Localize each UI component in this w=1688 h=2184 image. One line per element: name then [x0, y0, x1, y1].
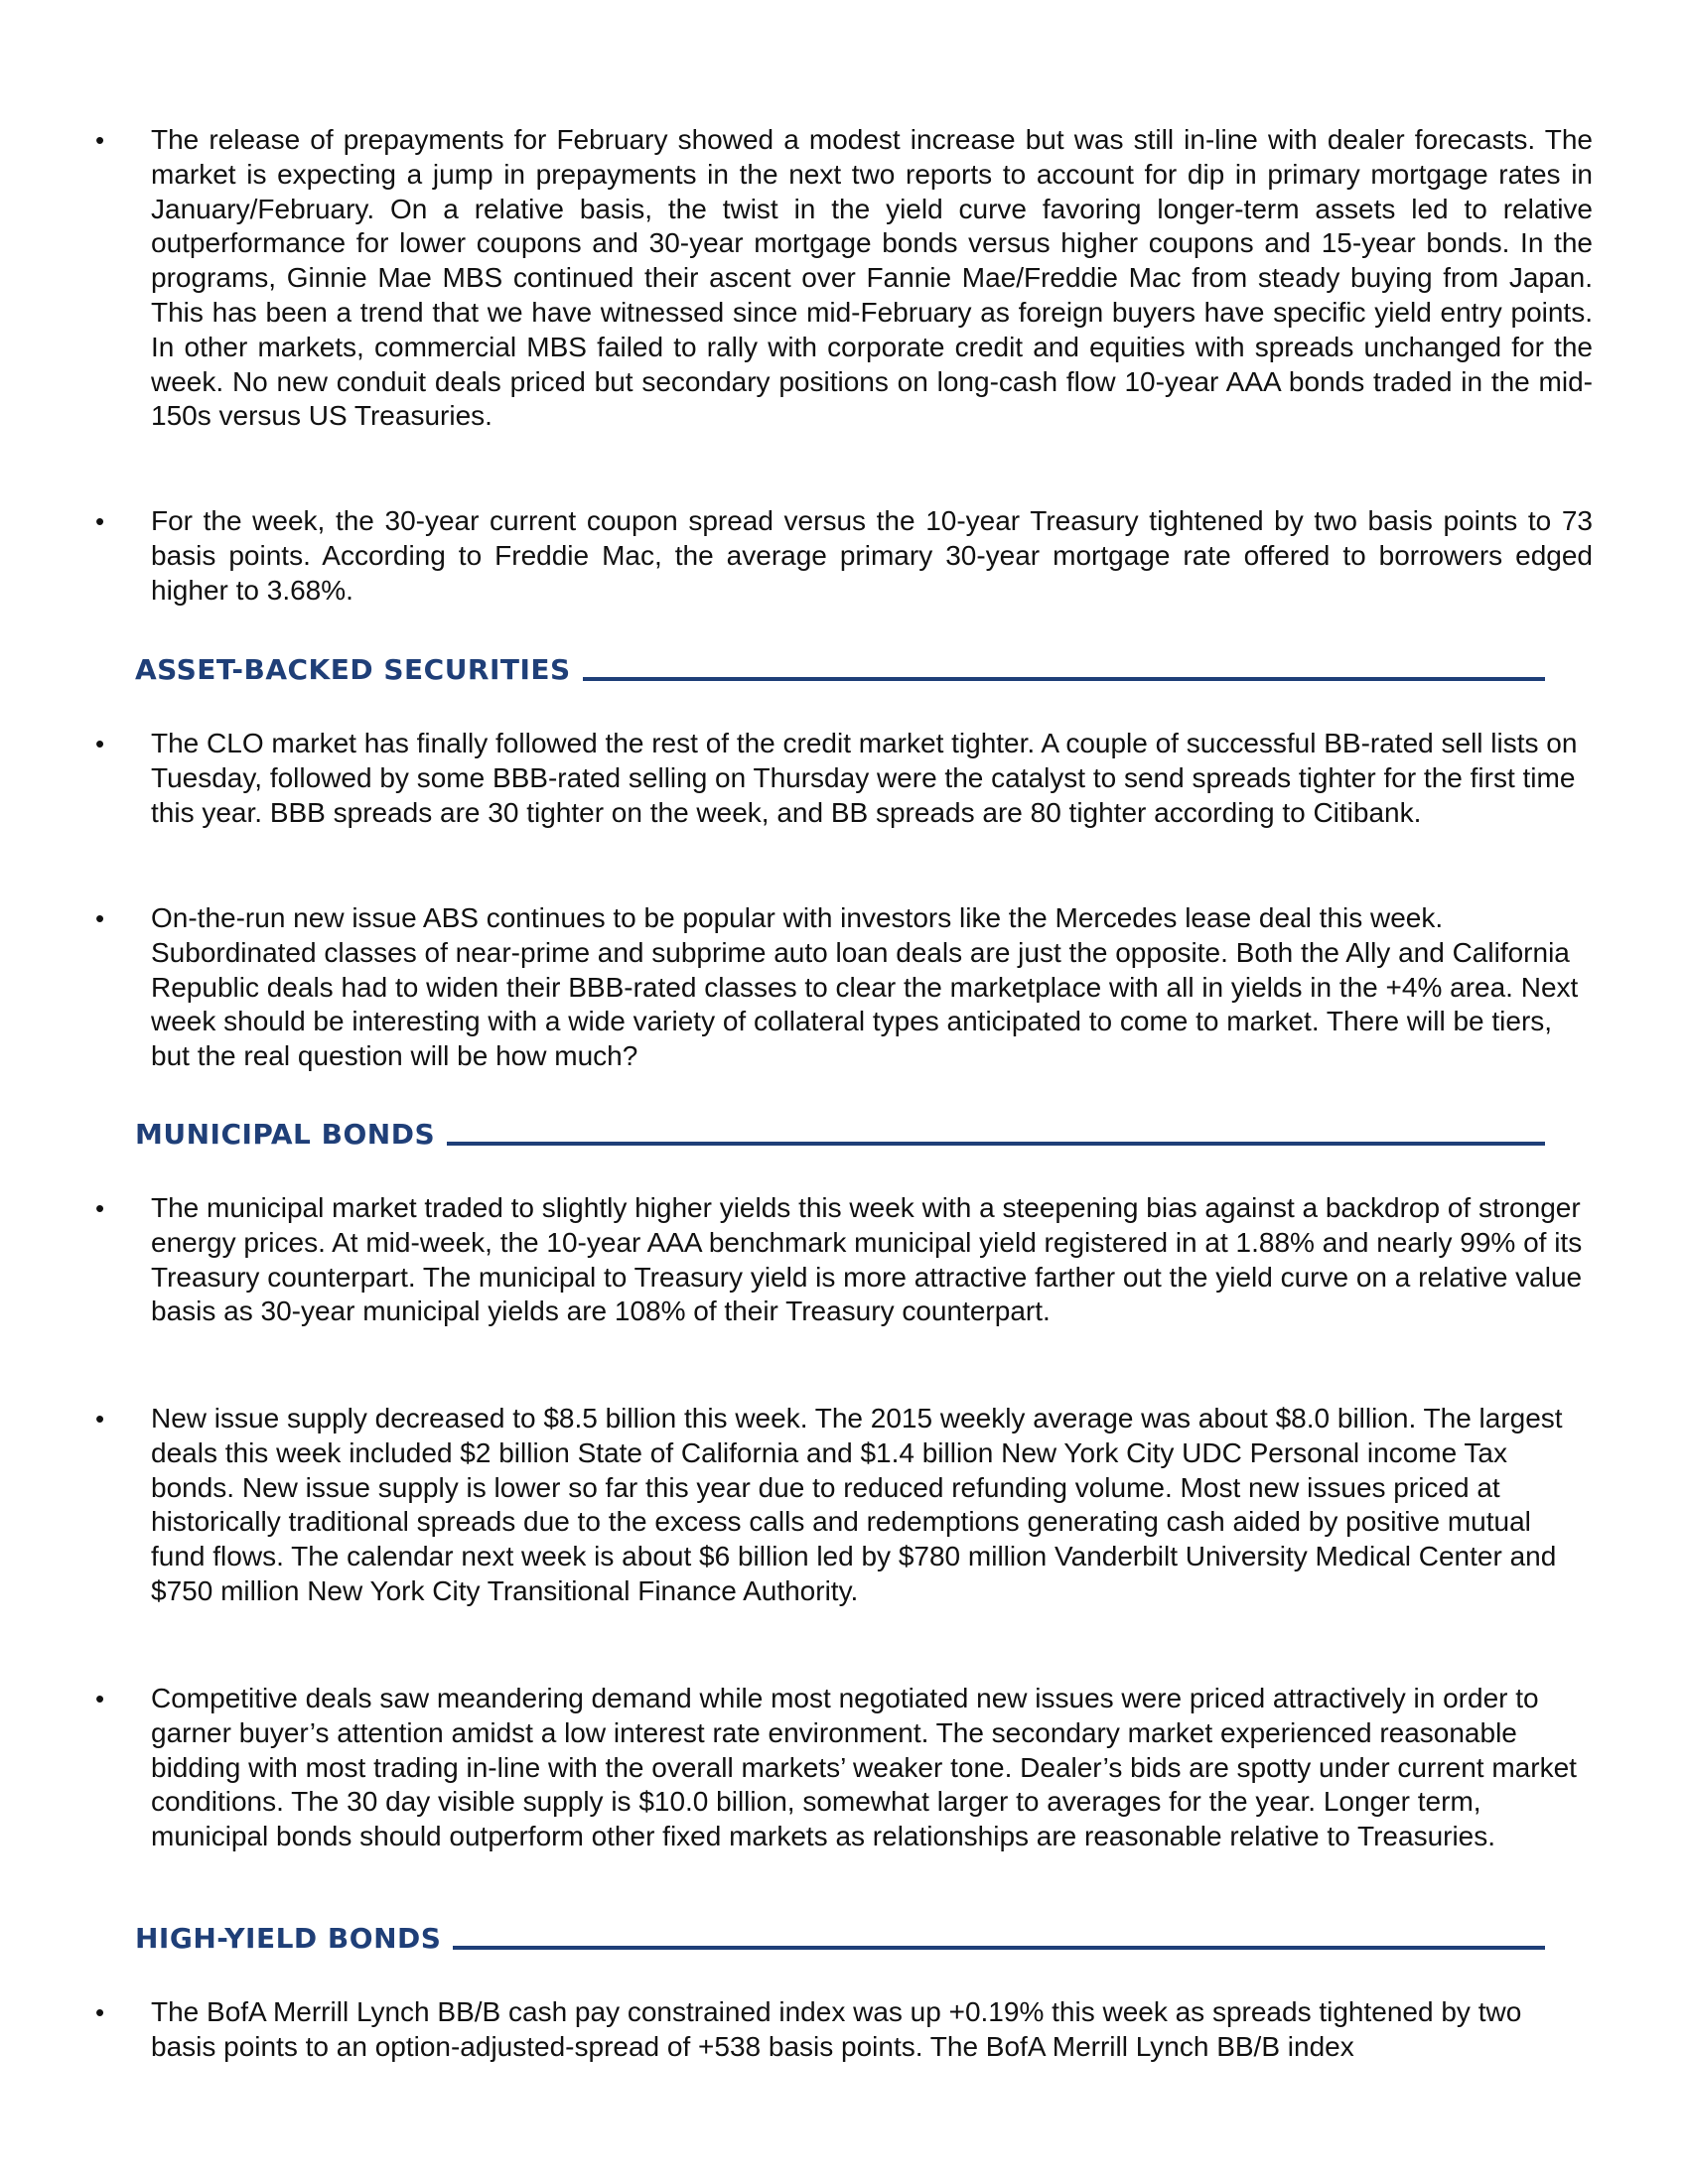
bullet-marker: • — [95, 1684, 105, 1713]
section-title: HIGH-YIELD BONDS — [135, 1922, 442, 1955]
paragraph: The BofA Merrill Lynch BB/B cash pay constrained index was up +0.19% this week as spreads tightened by two basis points to an option-adjusted-spread of +538 basis points. The BofA Merrill Lynch BB/B index — [151, 1996, 1522, 2062]
paragraph: The CLO market has finally followed the rest of the credit market tighter. A couple of successful BB-rated sell lists on Tuesday, followed by some BBB-rated selling on Thursday were the catalyst to send spreads tighter for the first time this year. BBB spreads are 30 tighter on the week, and BB spreads are 80 tighter according to Citibank. — [151, 728, 1578, 828]
section-heading-hy — [135, 1916, 1545, 1956]
paragraph: The municipal market traded to slightly higher yields this week with a steepening bias against a backdrop of stronger energy prices. At mid-week, the 10-year AAA benchmark municipal yield registered in at 1.88% and nearly 99% of its Treasury counterpart. The municipal to Treasury yield is more attractive farther out the yield curve on a relative value basis as 30-year municipal yields are 108% of their Treasury counterpart. — [151, 1192, 1583, 1327]
bullet-marker: • — [95, 1404, 105, 1433]
list-item — [95, 1402, 1595, 1646]
list-item — [95, 727, 1595, 866]
list-item — [95, 1682, 1595, 1892]
section-heading-abs — [135, 647, 1545, 687]
heading-rule — [583, 677, 1545, 681]
bullet-marker: • — [95, 903, 105, 933]
list-item — [95, 1995, 1595, 2067]
heading-rule — [453, 1946, 1545, 1950]
bullet-marker: • — [95, 125, 105, 155]
paragraph: Competitive deals saw meandering demand while most negotiated new issues were priced attractively in order to garner buyer’s attention amidst a low interest rate environment. The secondary market experienced reasonable bidding with most trading in-line with the overall markets’ weaker tone. Dealer’s bids are spotty under current market conditions. The 30 day visible supply is $10.0 billion, somewhat larger to averages for the year. Longer term, municipal bonds should outperform other fixed markets as relationships are reasonable relative to Treasuries. — [151, 1683, 1577, 1852]
section-title: ASSET-BACKED SECURITIES — [135, 653, 571, 686]
bullet-marker: • — [95, 506, 105, 536]
section-heading-muni — [135, 1112, 1545, 1152]
bullet-marker: • — [95, 729, 105, 758]
list-item — [95, 1191, 1595, 1366]
list-item — [95, 901, 1595, 1076]
list-item — [95, 504, 1595, 610]
section-title: MUNICIPAL BONDS — [135, 1118, 436, 1151]
paragraph: The release of prepayments for February showed a modest increase but was still in-line with dealer forecasts. The market is expecting a jump in prepayments in the next two reports to account for dip in primary mortgage rates in January/February. On a relative basis, the twist in the yield curve favoring longer-term assets led to relative outperformance for lower coupons and 30-year mortgage bonds versus higher coupons and 15-year bonds. In the programs, Ginnie Mae MBS continued their ascent over Fannie Mae/Freddie Mac from steady buying from Japan. This has been a trend that we have witnessed since mid-February as foreign buyers have specific yield entry points. In other markets, commercial MBS failed to rally with corporate credit and equities with spreads unchanged for the week. No new conduit deals priced but secondary positions on long-cash flow 10-year AAA bonds traded in the mid-150s versus US Treasuries. — [151, 124, 1593, 432]
paragraph: For the week, the 30-year current coupon spread versus the 10-year Treasury tightened by two basis points to 73 basis points. According to Freddie Mac, the average primary 30-year mortgage rate offered to borrowers edged higher to 3.68%. — [151, 505, 1593, 606]
bullet-marker: • — [95, 1997, 105, 2027]
bullet-marker: • — [95, 1193, 105, 1223]
list-item — [95, 123, 1595, 469]
paragraph: On-the-run new issue ABS continues to be popular with investors like the Mercedes lease deal this week. Subordinated classes of near-prime and subprime auto loan deals are just the opposite. Both the Ally and California Republic deals had to widen their BBB-rated classes to clear the marketplace with all in yields in the +4% area. Next week should be interesting with a wide variety of collateral types anticipated to come to market. There will be tiers, but the real question will be how much? — [151, 902, 1579, 1072]
heading-rule — [447, 1142, 1545, 1146]
paragraph: New issue supply decreased to $8.5 billion this week. The 2015 weekly average was about $8.0 billion. The largest deals this week included $2 billion State of California and $1.4 billion New York City UDC Personal income Tax bonds. New issue supply is lower so far this year due to reduced refunding volume. Most new issues priced at historically traditional spreads due to the excess calls and redemptions generating cash aided by positive mutual fund flows. The calendar next week is about $6 billion led by $780 million Vanderbilt University Medical Center and $750 million New York City Transitional Finance Authority. — [151, 1403, 1563, 1606]
